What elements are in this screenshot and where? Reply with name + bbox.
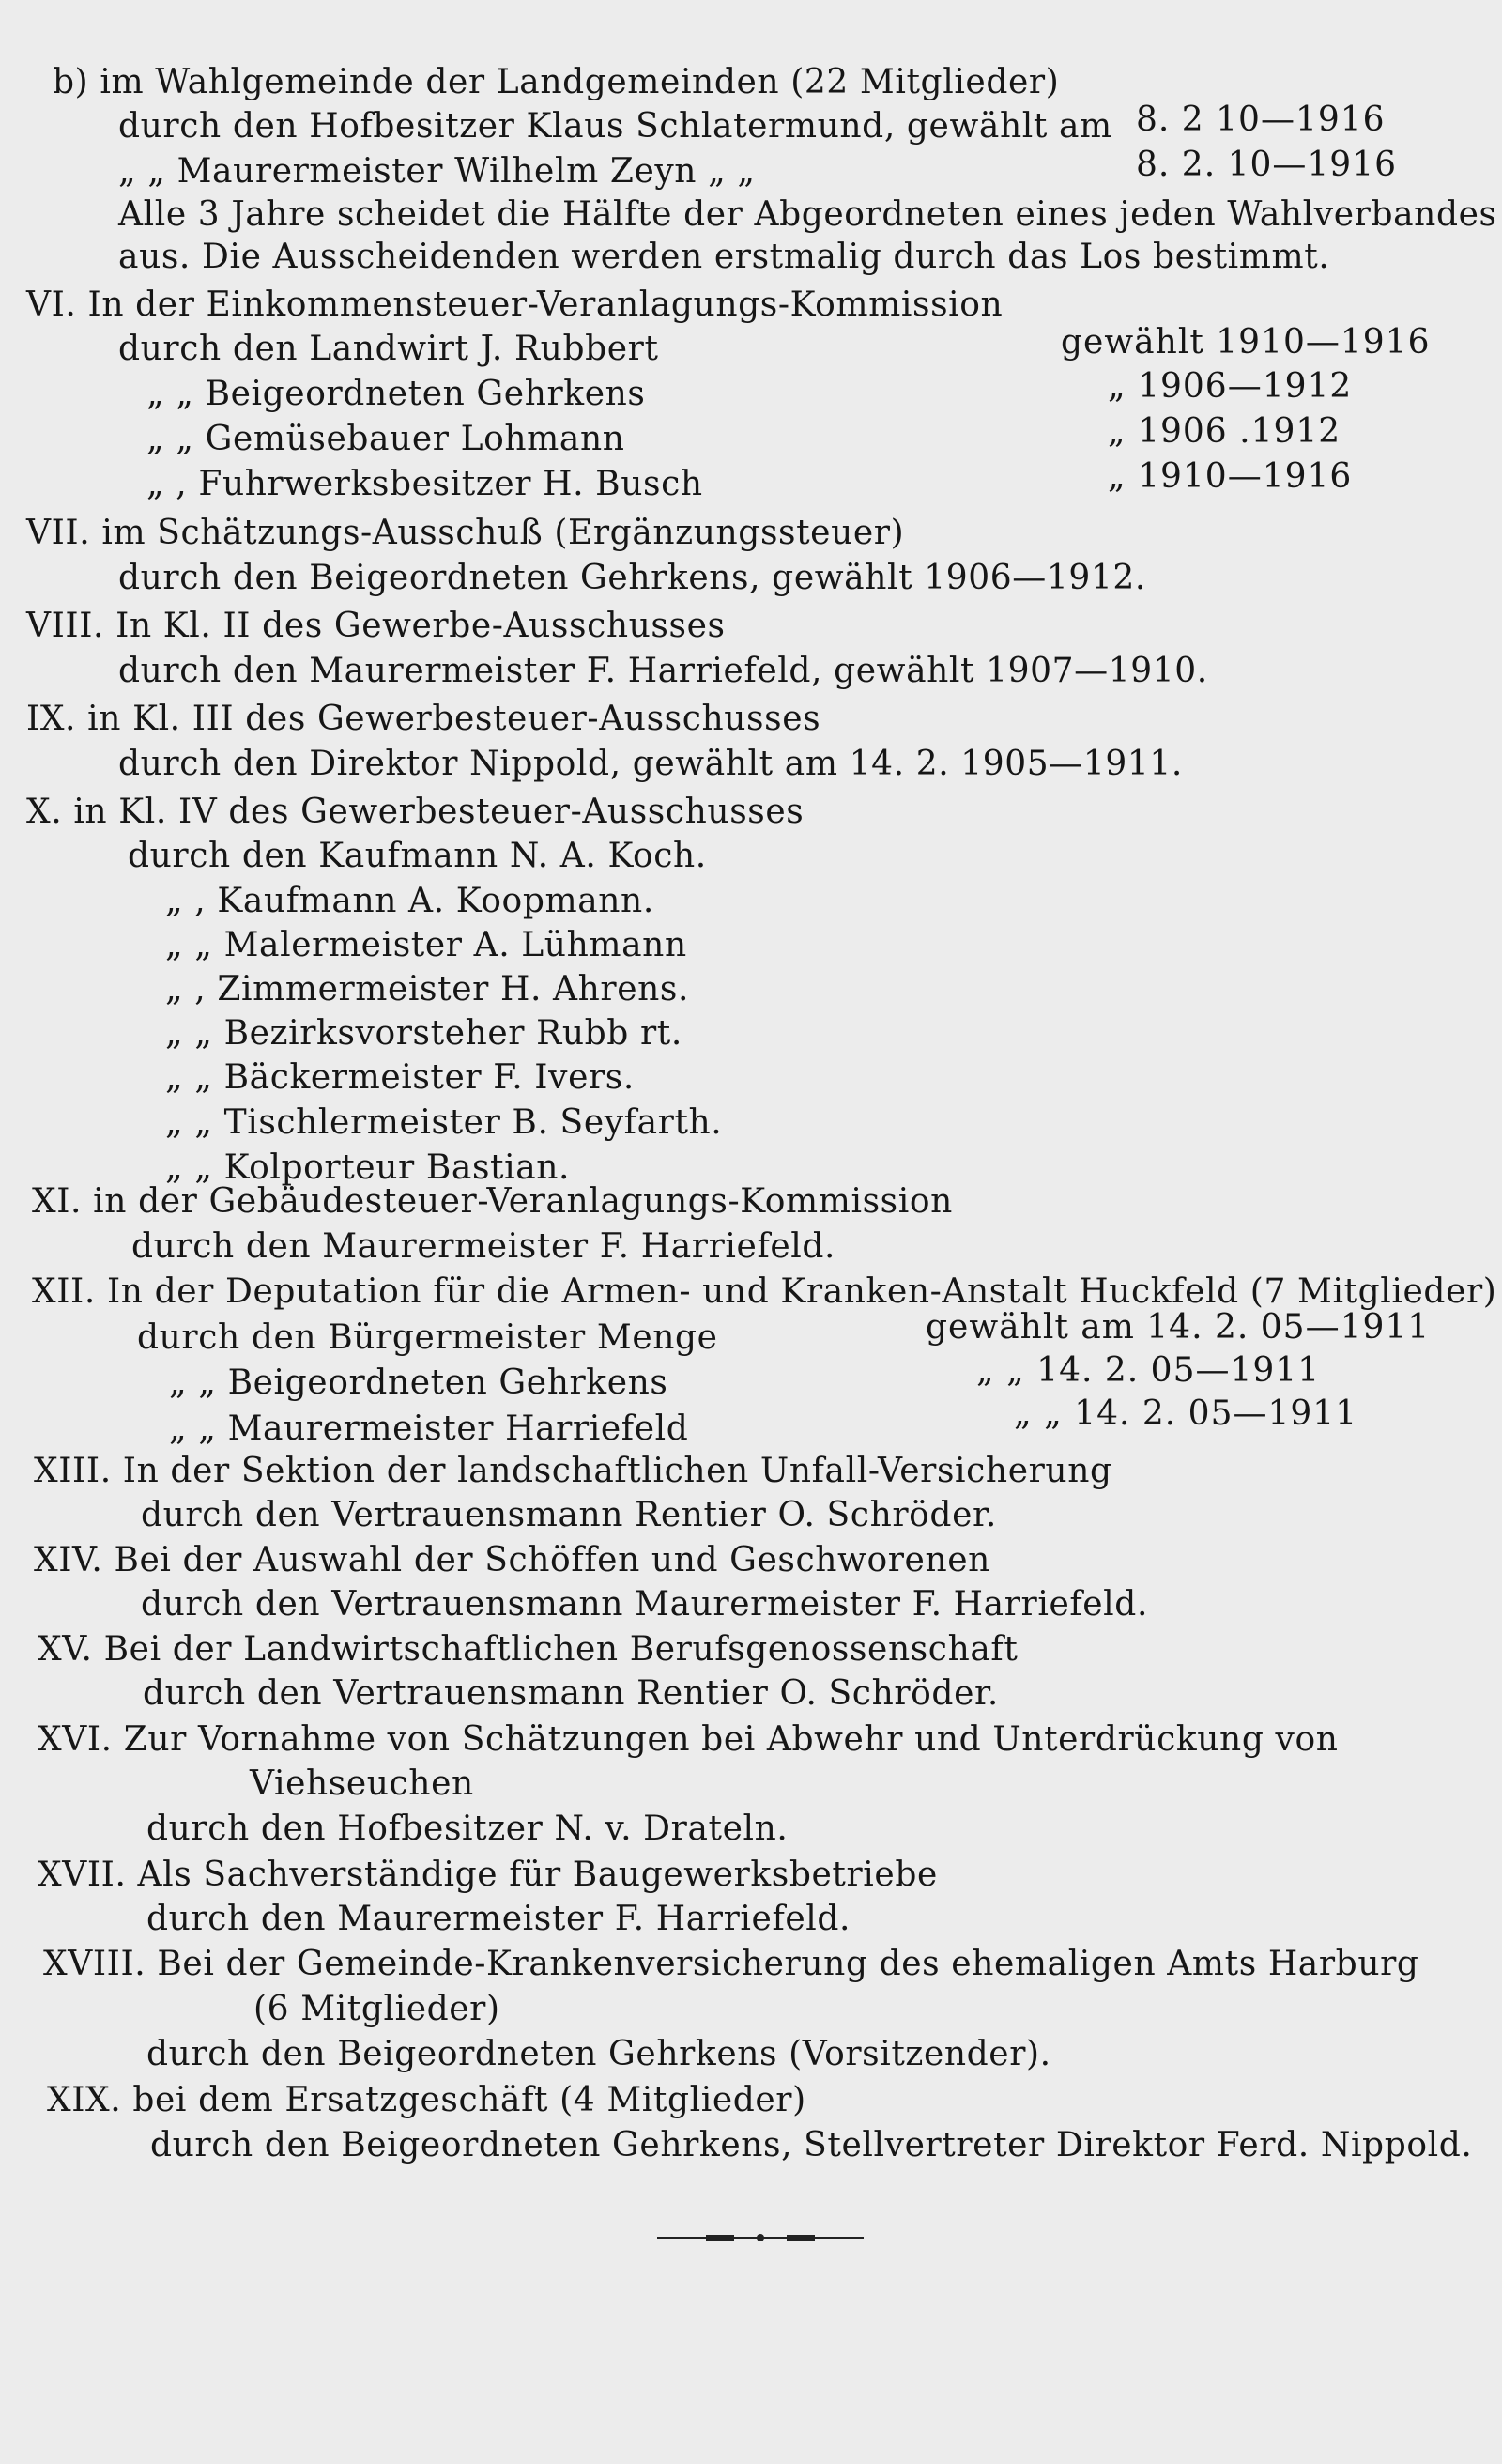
text-line: durch den Beigeordneten Gehrkens, Stellvertreter Direktor Ferd. Nippold. (150, 2126, 1473, 2164)
section-heading: XIX. bei dem Ersatzgeschäft (4 Mitglieder) (47, 2081, 806, 2119)
section-heading: XV. Bei der Landwirtschaftlichen Berufsgenossenschaft (38, 1630, 1019, 1669)
section-heading: XI. in der Gebäudesteuer-Veranlagungs-Kommission (32, 1182, 953, 1221)
text-line: „ „ Maurermeister Wilhelm Zeyn „ „ (118, 152, 756, 191)
text-line: durch den Hofbesitzer Klaus Schlatermund, gewählt am (118, 107, 1112, 146)
text-line: „ , Zimmermeister H. Ahrens. (165, 970, 690, 1009)
text-line: „ „ Bezirksvorsteher Rubb rt. (165, 1014, 682, 1053)
section-heading: X. in Kl. IV des Gewerbesteuer-Ausschusses (26, 793, 805, 831)
section-heading: XVI. Zur Vornahme von Schätzungen bei Abwehr und Unterdrückung von (38, 1720, 1339, 1759)
text-line: durch den Vertrauensmann Rentier O. Schröder. (143, 1674, 999, 1713)
text-line: b) im Wahlgemeinde der Landgemeinden (22 Mitglieder) (53, 63, 1060, 101)
text-line: durch den Maurermeister F. Harriefeld, gewählt 1907—1910. (118, 652, 1208, 690)
text-line: aus. Die Ausscheidenden werden erstmalig durch das Los bestimmt. (118, 238, 1330, 276)
section-heading: XIV. Bei der Auswahl der Schöffen und Geschworenen (34, 1541, 990, 1579)
date-entry: „ „ 14. 2. 05—1911 (1014, 1394, 1358, 1433)
text-line: „ „ Beigeordneten Gehrkens (146, 375, 646, 413)
date-entry: „ „ 14. 2. 05—1911 (976, 1351, 1321, 1390)
text-line: durch den Vertrauensmann Maurermeister F. Harriefeld. (141, 1585, 1148, 1624)
date-entry: 8. 2. 10—1916 (1136, 146, 1398, 184)
date-entry: gewählt 1910—1916 (1061, 323, 1431, 362)
date-entry: gewählt am 14. 2. 05—1911 (926, 1308, 1431, 1347)
section-heading: VI. In der Einkommensteuer-Veranlagungs-Kommission (26, 285, 1004, 324)
section-heading: IX. in Kl. III des Gewerbesteuer-Ausschusses (26, 700, 821, 738)
date-entry: 8. 2 10—1916 (1136, 100, 1386, 139)
text-line: durch den Landwirt J. Rubbert (118, 330, 659, 368)
text-line: „ „ Tischlermeister B. Seyfarth. (165, 1103, 723, 1142)
text-line: durch den Hofbesitzer N. v. Drateln. (146, 1810, 789, 1848)
date-entry: „ 1910—1916 (1108, 457, 1353, 496)
date-entry: „ 1906—1912 (1108, 367, 1353, 406)
text-line: durch den Beigeordneten Gehrkens (Vorsitzender). (146, 2035, 1051, 2073)
text-line: „ „ Gemüsebauer Lohmann (146, 420, 625, 458)
section-heading: VII. im Schätzungs-Ausschuß (Ergänzungssteuer) (26, 514, 905, 552)
text-line: durch den Beigeordneten Gehrkens, gewählt 1906—1912. (118, 559, 1146, 597)
text-line: Alle 3 Jahre scheidet die Hälfte der Abgeordneten eines jeden Wahlverbandes (118, 195, 1497, 234)
text-line: (6 Mitglieder) (253, 1990, 500, 2028)
ornament-divider-icon (657, 2231, 864, 2244)
text-line: „ „ Beigeordneten Gehrkens (169, 1363, 668, 1402)
text-line: durch den Maurermeister F. Harriefeld. (131, 1227, 836, 1266)
date-entry: „ 1906 .1912 (1108, 412, 1341, 451)
section-heading: XII. In der Deputation für die Armen- und Kranken-Anstalt Huckfeld (7 Mitglieder) (32, 1272, 1497, 1311)
section-heading: VIII. In Kl. II des Gewerbe-Ausschusses (26, 607, 726, 645)
text-line: „ , Fuhrwerksbesitzer H. Busch (146, 465, 703, 503)
section-heading: XVII. Als Sachverständige für Baugewerksbetriebe (38, 1856, 938, 1894)
section-heading: XVIII. Bei der Gemeinde-Krankenversicherung des ehemaligen Amts Harburg (43, 1945, 1419, 1983)
text-line: durch den Vertrauensmann Rentier O. Schröder. (141, 1496, 997, 1534)
text-line: „ „ Malermeister A. Lühmann (165, 926, 687, 964)
text-line: durch den Kaufmann N. A. Koch. (128, 837, 707, 875)
text-line: durch den Maurermeister F. Harriefeld. (146, 1900, 851, 1938)
text-line: „ „ Bäckermeister F. Ivers. (165, 1058, 635, 1097)
section-heading: XIII. In der Sektion der landschaftlichen Unfall-Versicherung (34, 1452, 1112, 1490)
text-line: „ , Kaufmann A. Koopmann. (165, 882, 654, 920)
text-line: durch den Bürgermeister Menge (137, 1318, 718, 1357)
text-line: „ „ Maurermeister Harriefeld (169, 1409, 689, 1448)
text-line: „ „ Kolporteur Bastian. (165, 1148, 571, 1187)
text-line: Viehseuchen (250, 1764, 474, 1803)
text-line: durch den Direktor Nippold, gewählt am 14. 2. 1905—1911. (118, 745, 1183, 783)
